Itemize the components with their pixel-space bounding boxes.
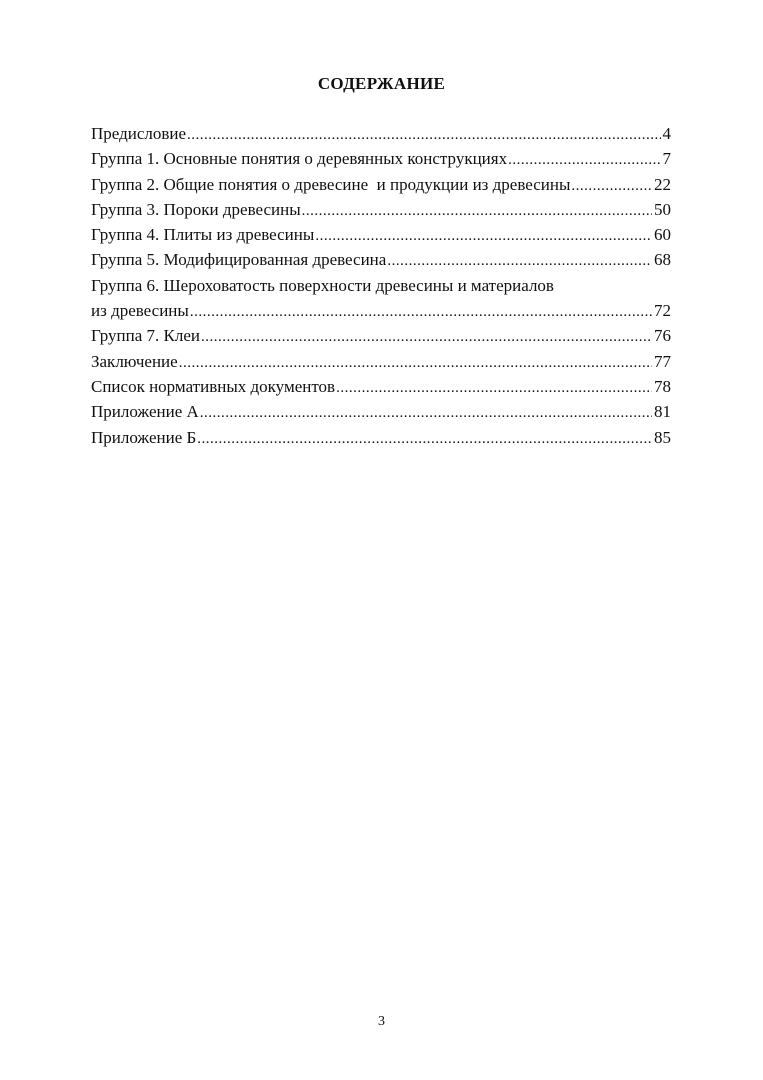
- toc-entry-group-7: [91, 323, 671, 348]
- toc-entry-text: Приложение Б: [91, 427, 197, 447]
- toc-entry-page: 68: [654, 250, 671, 270]
- dot-leader: [387, 249, 652, 272]
- dot-leader: [200, 401, 652, 424]
- toc-entry-text: Группа 4. Плиты из древесины: [91, 225, 315, 245]
- toc-entry-page: 81: [654, 402, 671, 422]
- toc-entry-text: Группа 3. Пороки древесины: [91, 199, 301, 219]
- toc-entry-page: 85: [654, 427, 671, 447]
- toc-entry-text: Приложение А: [91, 402, 199, 422]
- toc-entry-appendix-a: [91, 399, 671, 424]
- dot-leader: [336, 376, 652, 399]
- toc-entry-group-2: [91, 172, 671, 197]
- dot-leader: [197, 427, 652, 450]
- toc-entry-appendix-b: [91, 425, 671, 450]
- toc-entry-group-3: [91, 197, 671, 222]
- toc-entry-text: Группа 6. Шероховатость поверхности древесины и материалов: [91, 275, 554, 295]
- toc-entry-text: Группа 7. Клеи: [91, 326, 200, 346]
- toc-entry-text: Группа 1. Основные понятия о деревянных конструкциях: [91, 149, 508, 169]
- toc-entry-page: 4: [662, 124, 671, 143]
- toc-entry-page: 78: [654, 376, 671, 396]
- toc-entry-text: Группа 5. Модифицированная древесина: [91, 250, 387, 270]
- toc-entry-page: 72: [654, 301, 671, 321]
- toc-entry-page: 77: [654, 351, 671, 371]
- page-number: 3: [378, 1014, 385, 1029]
- page-title: СОДЕРЖАНИЕ: [317, 74, 446, 93]
- toc-entry-page: 22: [654, 174, 671, 194]
- toc-entry-page: 7: [662, 149, 671, 169]
- toc-entry-page: 50: [654, 199, 671, 219]
- dot-leader: [201, 325, 652, 348]
- toc-entry-page: 60: [654, 225, 671, 245]
- toc-entry-text: из древесины: [91, 301, 189, 321]
- toc-entry-references: [91, 374, 671, 399]
- toc-entry-group-5: [91, 247, 671, 272]
- dot-leader: [190, 300, 652, 323]
- toc-entry-preface: [91, 121, 671, 146]
- toc-entry-conclusion: [91, 349, 671, 374]
- dot-leader: [187, 123, 660, 146]
- dot-leader: [315, 224, 652, 247]
- toc-entry-group-6-line-2: [91, 298, 671, 323]
- toc-entry-text: Заключение: [91, 351, 178, 371]
- dot-leader: [508, 148, 660, 171]
- dot-leader: [571, 174, 652, 197]
- toc-entry-group-4: [91, 222, 671, 247]
- toc-entry-group-6-line-1: [91, 273, 671, 298]
- toc-entry-text: Предисловие: [91, 124, 187, 143]
- toc-entry-text: Список нормативных документов: [91, 376, 336, 396]
- table-of-contents: [91, 121, 671, 450]
- dot-leader: [302, 199, 652, 222]
- toc-entry-text: Группа 2. Общие понятия о древесине и продукции из древесины: [91, 174, 571, 194]
- toc-entry-group-1: [91, 146, 671, 171]
- dot-leader: [179, 351, 652, 374]
- toc-entry-page: 76: [654, 326, 671, 346]
